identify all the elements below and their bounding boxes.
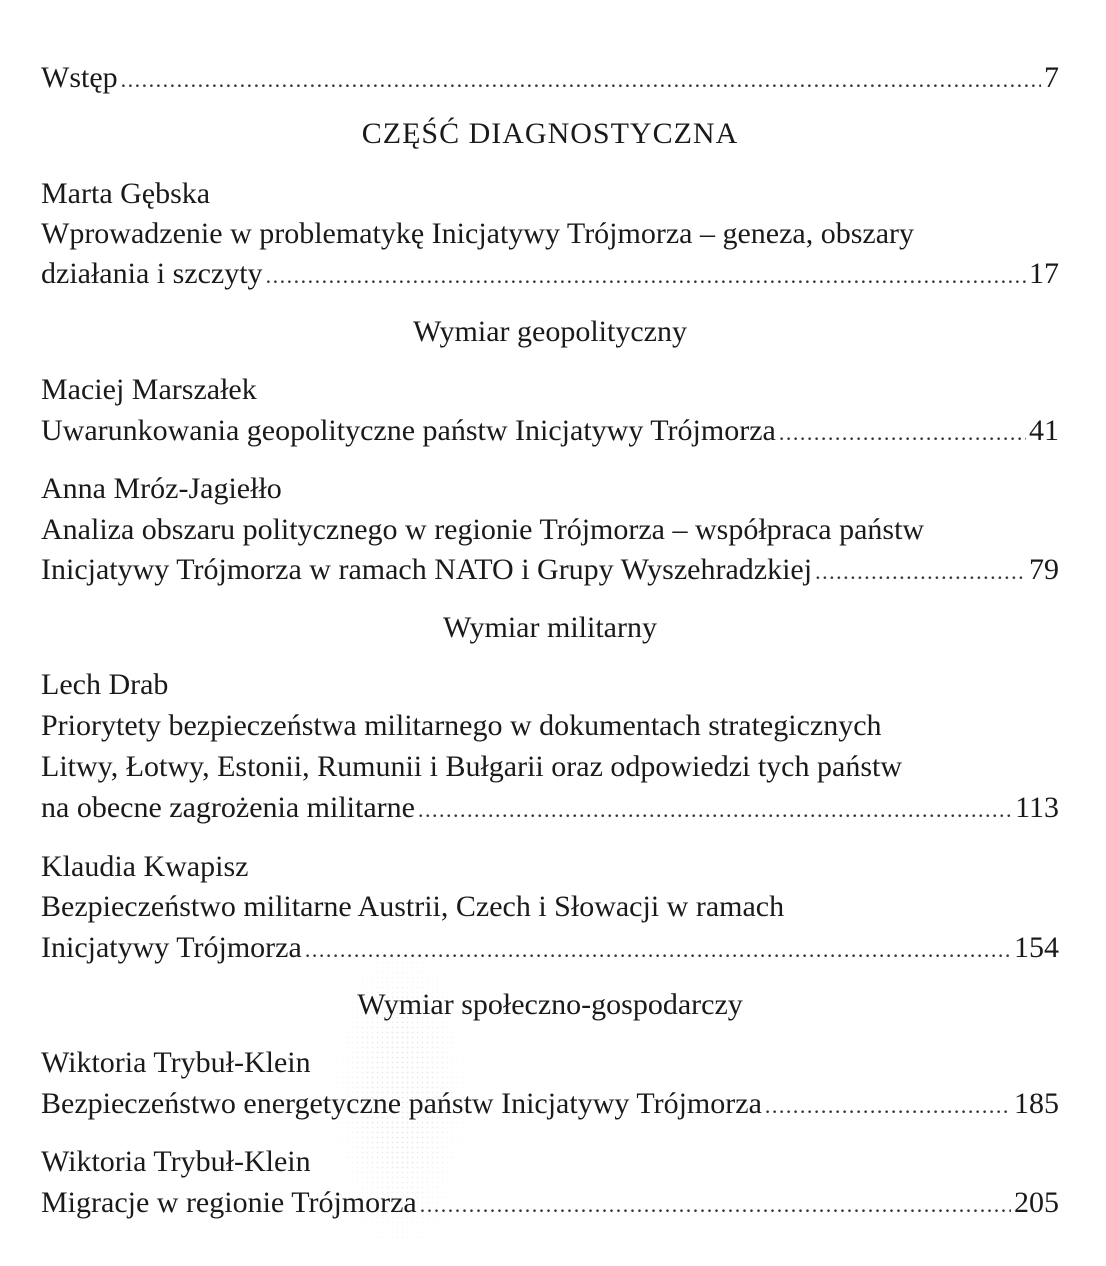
dot-leader (420, 1185, 1011, 1225)
section-heading: Wymiar geopolityczny (413, 315, 687, 348)
entry-author: Marta Gębska (41, 177, 211, 210)
page-number: 17 (1029, 257, 1059, 290)
entry-author: Anna Mróz-Jagiełło (41, 472, 282, 505)
dot-leader (765, 1086, 1011, 1126)
toc-entry-line (41, 254, 1059, 294)
page-number: 205 (1014, 1186, 1059, 1219)
page-number: 41 (1029, 414, 1059, 447)
dot-leader (418, 790, 1012, 830)
part-heading: CZĘŚĆ DIAGNOSTYCZNA (361, 117, 739, 150)
entry-author: Lech Drab (41, 668, 169, 701)
toc-entry-line (41, 788, 1059, 828)
toc-entry-line (41, 1084, 1059, 1124)
entry-title: działania i szczyty (41, 257, 263, 290)
toc-entry-line (41, 550, 1059, 590)
dot-leader (266, 256, 1026, 296)
toc-entry-intro (41, 58, 1059, 98)
entry-author: Wiktoria Trybuł-Klein (41, 1145, 311, 1178)
entry-author: Maciej Marszałek (41, 373, 257, 406)
dot-leader (121, 60, 1041, 100)
section-heading: Wymiar społeczno-gospodarczy (357, 988, 743, 1021)
entry-title: Litwy, Łotwy, Estonii, Rumunii i Bułgarii oraz odpowiedzi tych państw (41, 750, 902, 783)
entry-title: na obecne zagrożenia militarne (41, 791, 415, 824)
entry-title: Bezpieczeństwo militarne Austrii, Czech i Słowacji w ramach (41, 890, 785, 923)
dot-leader (779, 413, 1026, 453)
entry-author: Klaudia Kwapisz (41, 850, 249, 883)
page-number: 113 (1015, 791, 1059, 824)
entry-title: Wprowadzenie w problematykę Inicjatywy Trójmorza – geneza, obszary (41, 217, 915, 250)
entry-title: Inicjatywy Trójmorza w ramach NATO i Grupy Wyszehradzkiej (41, 553, 813, 586)
entry-title: Priorytety bezpieczeństwa militarnego w dokumentach strategicznych (41, 709, 882, 742)
entry-title: Uwarunkowania geopolityczne państw Inicjatywy Trójmorza (41, 414, 776, 447)
entry-title: Wstęp (41, 61, 118, 94)
entry-author: Wiktoria Trybuł-Klein (41, 1046, 311, 1079)
page-number: 154 (1014, 931, 1059, 964)
entry-title: Inicjatywy Trójmorza (41, 931, 302, 964)
entry-title: Bezpieczeństwo energetyczne państw Inicjatywy Trójmorza (41, 1087, 762, 1120)
page-number: 185 (1014, 1087, 1059, 1120)
dot-leader (815, 552, 1026, 592)
toc-entry-line (41, 928, 1059, 968)
page-number: 79 (1029, 553, 1059, 586)
toc-entry-line (41, 1183, 1059, 1223)
entry-title: Analiza obszaru politycznego w regionie Trójmorza – współpraca państw (41, 513, 925, 546)
entry-title: Migracje w regionie Trójmorza (41, 1186, 417, 1219)
dot-leader (305, 930, 1011, 970)
page-number: 7 (1044, 61, 1059, 94)
toc-entry-line (41, 411, 1059, 451)
section-heading: Wymiar militarny (443, 611, 657, 644)
